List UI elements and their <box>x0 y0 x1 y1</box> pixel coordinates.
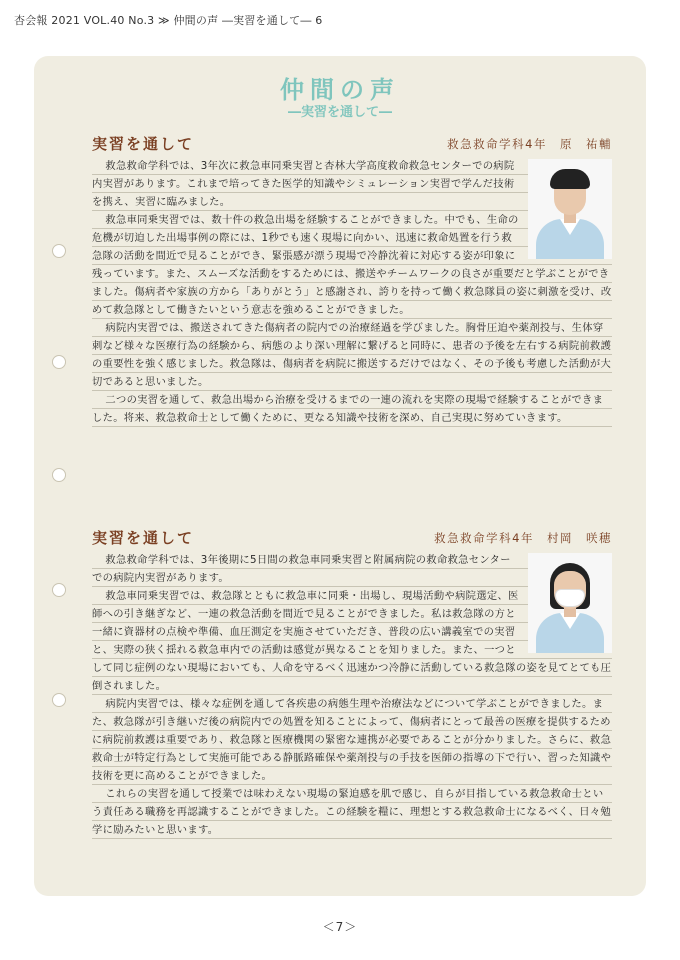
paragraph: 二つの実習を通して、救急出場から治療を受けるまでの一連の流れを実際の現場で経験することができました。将来、救急救命士として働くために、更なる知識や技術を深め、自己実現に努めていきます。 <box>92 394 604 424</box>
binder-hole <box>52 355 66 369</box>
paragraph: 病院内実習では、様々な症例を通して各疾患の病態生理や治療法などについて学ぶことができました。また、救急隊が引き継いだ後の病院内での処置を知ることによって、傷病者にとって最善の医療を提供するために病院前救護は重要であり、救急隊と医療機関の緊密な連携が必要であることが分かりました。さらに、救急救命士が特定行為として実施可能である静脈路確保や薬剤投与の手技を医師の指導の下で行い、習った知識や技術を更に高めることができました。 <box>92 698 612 782</box>
paragraph: 救急救命学科では、3年次に救急車同乗実習と杏林大学高度救命救急センターでの病院内実習があります。これまで培ってきた医学的知識やシミュレーション実習で学んだ技術を携え、実習に臨みました。 <box>92 160 515 208</box>
article-1 <box>92 133 612 427</box>
paragraph: これらの実習を通して授業では味わえない現場の緊迫感を肌で感じ、自らが目指している救急救命士という責任ある職務を再認識することができました。この経験を糧に、理想とする救急救命士になるべく、日々勉学に励みたいと思います。 <box>92 788 612 836</box>
article-body <box>92 551 612 839</box>
page-title: 仲間の声 <box>280 76 400 104</box>
page-subtitle: ―実習を通して― <box>287 105 392 120</box>
paragraph: 救急車同乗実習では、救急隊とともに救急車に同乗・出場し、現場活動や病院選定、医師への引き継ぎなど、一連の救急活動を間近で見ることができました。私は救急隊の方と一緒に資器材の点検や準備、血圧測定を実施させていただき、普段の広い講義室での実習と、実際の狭く揺れる救急車内での活動は感覚が異なることを知りました。また、一つとして同じ症例のない現場においても、人命を守るべく迅速かつ冷静に活動している救急隊の姿を見てとても圧倒されました。 <box>92 590 612 692</box>
binder-hole <box>52 244 66 258</box>
article-header <box>92 133 612 157</box>
article-header <box>92 527 612 551</box>
running-header: 杏会報 2021 VOL.40 No.3 ≫ 仲間の声 ―実習を通して― 6 <box>14 14 323 27</box>
student-photo <box>528 159 612 259</box>
article-author: 救急救命学科4年 原 祐輔 <box>447 137 612 151</box>
article-author: 救急救命学科4年 村岡 咲穂 <box>434 531 612 545</box>
binder-hole <box>52 583 66 597</box>
binder-hole <box>52 468 66 482</box>
article-heading: 実習を通して <box>92 529 195 547</box>
student-photo <box>528 553 612 653</box>
binder-hole <box>52 693 66 707</box>
page-number: ＜7＞ <box>322 920 358 934</box>
article-body <box>92 157 612 427</box>
paragraph: 病院内実習では、搬送されてきた傷病者の院内での治療経過を学びました。胸骨圧迫や薬剤投与、生体穿刺など様々な医療行為の経験から、病態のより深い理解に繋げると同時に、患者の予後を左右する病院前救護の重要性を強く感じました。救急隊は、傷病者を病院に搬送するだけではなく、その予後も考慮した活動が大切であると思いました。 <box>92 322 612 388</box>
article-heading: 実習を通して <box>92 135 195 153</box>
paragraph: 救急救命学科では、3年後期に5日間の救急車同乗実習と附属病院の救命救急センターでの病院内実習があります。 <box>92 554 511 584</box>
article-2 <box>92 527 612 839</box>
paragraph: 救急車同乗実習では、数十件の救急出場を経験することができました。中でも、生命の危機が切迫した出場事例の際には、1秒でも速く現場に向かい、迅速に救命処置を行う救急隊の活動を間近で見ることができ、緊張感が漂う現場で冷静沈着に対応する姿が印象に残っています。また、スムーズな活動をするためには、搬送やチームワークの良さが重要だと学ぶことができました。傷病者や家族の方から「ありがとう」と感謝され、誇りを持って働く救急隊員の姿に刺激を受け、改めて救急隊として働きたいという意志を強めることができました。 <box>92 214 612 316</box>
